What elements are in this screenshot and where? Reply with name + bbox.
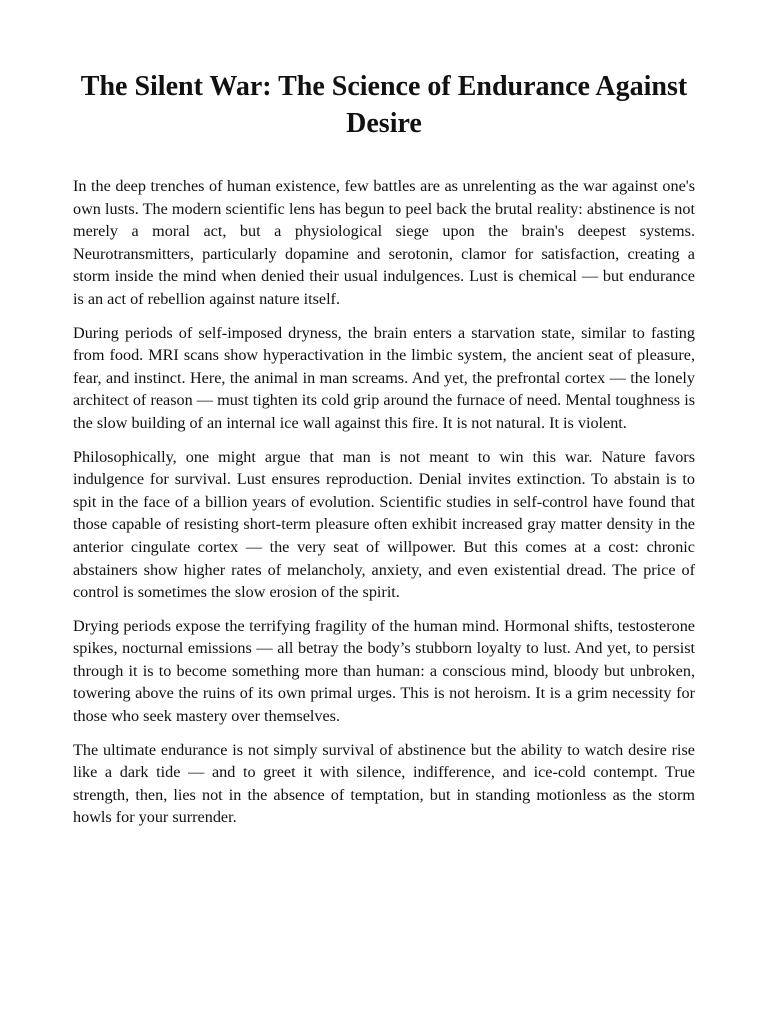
paragraph-5: The ultimate endurance is not simply survival of abstinence but the ability to watch desire rise like a dark tide — and to greet it with silence, indifference, and ice-cold contempt. True strength, then, lies not in the absence of temptation, but in standing motionless as the storm howls for your surrender.: [73, 740, 695, 827]
paragraph-3: Philosophically, one might argue that man is not meant to win this war. Nature favors indulgence for survival. Lust ensures reproduction. Denial invites extinction. To abstain is to spit in the face of a billion years of evolution. Scientific studies in self-control have found that those capable of resisting short-term pleasure often exhibit increased gray matter density in the anterior cingulate cortex — the very seat of willpower. But this comes at a cost: chronic abstainers show higher rates of melancholy, anxiety, and even existential dread. The price of control is sometimes the slow erosion of the spirit.: [73, 447, 695, 602]
paragraph-4: Drying periods expose the terrifying fragility of the human mind. Hormonal shifts, testosterone spikes, nocturnal emissions — all betray the body’s stubborn loyalty to lust. And yet, to persist through it is to become something more than human: a conscious mind, bloody but unbroken, towering above the ruins of its own primal urges. This is not heroism. It is a grim necessity for those who seek mastery over themselves.: [73, 616, 695, 726]
paragraph-1: In the deep trenches of human existence, few battles are as unrelenting as the war against one's own lusts. The modern scientific lens has begun to peel back the brutal reality: abstinence is not merely a moral act, but a physiological siege upon the brain's deepest systems. Neurotransmitters, particularly dopamine and serotonin, clamor for satisfaction, creating a storm inside the mind when denied their usual indulgences. Lust is chemical — but endurance is an act of rebellion against nature itself.: [73, 177, 695, 308]
document-title: The Silent War: The Science of Endurance Against Desire: [80, 71, 688, 139]
paragraph-2: During periods of self-imposed dryness, the brain enters a starvation state, similar to fasting from food. MRI scans show hyperactivation in the limbic system, the ancient seat of pleasure, fear, and instinct. Here, the animal in man screams. And yet, the prefrontal cortex — the lonely architect of reason — must tighten its cold grip around the furnace of need. Mental toughness is the slow building of an internal ice wall against this fire. It is not natural. It is violent.: [73, 323, 695, 432]
document-body: [73, 175, 695, 840]
